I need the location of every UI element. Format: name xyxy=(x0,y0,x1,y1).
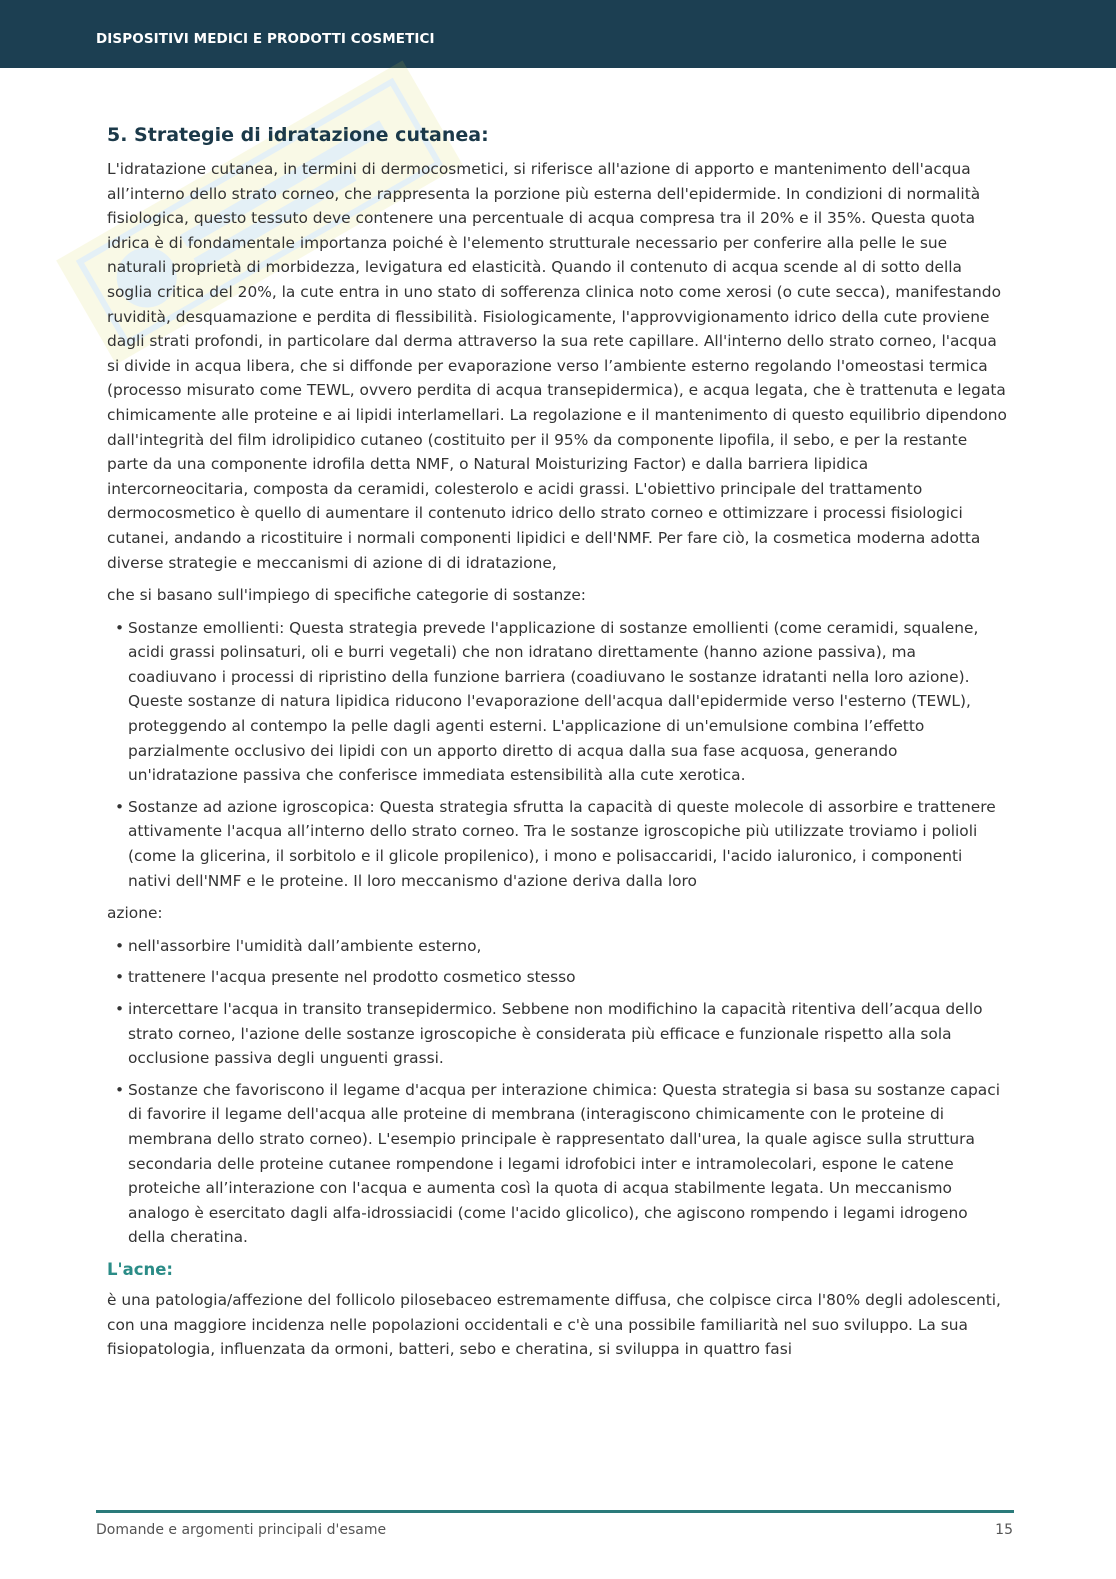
intro-paragraph: L'idratazione cutanea, in termini di dermocosmetici, si riferisce all'azione di apporto e mantenimento dell'acqua all’interno dello strato corneo, che rappresenta la porzione più esterna dell'epidermide. In condizioni di normalità fisiologica, questo tessuto deve contenere una percentuale di acqua compresa tra il 20% e il 35%. Questa quota idrica è di fondamentale importanza poiché è l'elemento strutturale necessario per conferire alla pelle le sue naturali proprietà di morbidezza, levigatura ed elasticità. Quando il contenuto di acqua scende al di sotto della soglia critica del 20%, la cute entra in uno stato di sofferenza clinica noto come xerosi (o cute secca), manifestando ruvidità, desquamazione e perdita di flessibilità. Fisiologicamente, l'approvvigionamento idrico della cute proviene dagli strati profondi, in particolare dal derma attraverso la sua rete capillare. All'interno dello strato corneo, l'acqua si divide in acqua libera, che si diffonde per evaporazione verso l’ambiente esterno regolando l'omeostasi termica (processo misurato come TEWL, ovvero perdita di acqua transepidermica), e acqua legata, che è trattenuta e legata chimicamente alle proteine e ai lipidi interlamellari. La regolazione e il mantenimento di questo equilibrio dipendono dall'integrità del film idrolipidico cutaneo (costituito per il 95% da componente lipofila, il sebo, e per la restante parte da una componente idrofila detta NMF, o Natural Moisturizing Factor) e dalla barriera lipidica intercorneocitaria, composta da ceramidi, colesterolo e acidi grassi. L'obiettivo principale del trattamento dermocosmetico è quello di aumentare il contenuto idrico dello strato corneo e ottimizzare i processi fisiologici cutanei, andando a ricostituire i normali componenti lipidici e dell'NMF. Per fare ciò, la cosmetica moderna adotta diverse strategie e meccanismi di azione di di idratazione, xyxy=(107,160,1007,572)
acne-heading: L'acne: xyxy=(107,1259,174,1279)
page-number: 15 xyxy=(995,1522,1013,1538)
list-item: • intercettare l'acqua in transito transepidermico. Sebbene non modifichino la capacità ritentiva dell’acqua dello strato corneo, l'azione delle sostanze igroscopiche è considerata più efficace e funzionale rispetto alla sola occlusione passiva degli unguenti grassi. xyxy=(107,997,1007,1071)
section-heading: 5. Strategie di idratazione cutanea: xyxy=(107,124,489,146)
list-item: • Sostanze ad azione igroscopica: Questa strategia sfrutta la capacità di queste molecole di assorbire e trattenere attivamente l'acqua all’interno dello strato corneo. Tra le sostanze igroscopiche più utilizzate troviamo i polioli (come la glicerina, il sorbitolo e il glicole propilenico), i mono e polisaccaridi, l'acido ialuronico, i componenti nativi dell'NMF e le proteine. Il loro meccanismo d'azione deriva dalla loro xyxy=(107,795,1007,893)
action-label: azione: xyxy=(107,904,163,923)
list-item: • trattenere l'acqua presente nel prodotto cosmetico stesso xyxy=(107,965,1007,990)
actions-list xyxy=(107,934,1007,1250)
strategies-list xyxy=(107,616,1007,894)
page-content xyxy=(107,122,1007,1370)
header-title: DISPOSITIVI MEDICI E PRODOTTI COSMETICI xyxy=(96,31,435,47)
list-item: • Sostanze emollienti: Questa strategia prevede l'applicazione di sostanze emollienti (come ceramidi, squalene, acidi grassi polinsaturi, oli e burri vegetali) che non idratano direttamente (hanno azione passiva), ma coadiuvano i processi di ripristino della funzione barriera (coadiuvano le sostanze idratanti nella loro azione). Queste sostanze di natura lipidica riducono l'evaporazione dell'acqua dall'epidermide verso l'esterno (TEWL), proteggendo al contempo la pelle dagli agenti esterni. L'applicazione di un'emulsione combina l’effetto parzialmente occlusivo dei lipidi con un apporto diretto di acqua dalla sua fase acquosa, generando un'idratazione passiva che conferisce immediata estensibilità alla cute xerotica. xyxy=(107,616,1007,788)
acne-paragraph: è una patologia/affezione del follicolo pilosebaceo estremamente diffusa, che colpisce circa l'80% degli adolescenti, con una maggiore incidenza nelle popolazioni occidentali e c'è una possibile familiarità nel suo sviluppo. La sua fisiopatologia, influenzata da ormoni, batteri, sebo e cheratina, si sviluppa in quattro fasi xyxy=(107,1290,1001,1359)
list-item: • Sostanze che favoriscono il legame d'acqua per interazione chimica: Questa strategia si basa su sostanze capaci di favorire il legame dell'acqua alle proteine di membrana (interagiscono chimicamente con le proteine di membrana dello strato corneo). L'esempio principale è rappresentato dall'urea, la quale agisce sulla struttura secondaria delle proteine cutanee rompendone i legami idrofobici inter e intramolecolari, espone le catene proteiche all’interazione con l'acqua e aumenta così la quota di acqua stabilmente legata. Un meccanismo analogo è esercitato dagli alfa-idrossiacidi (come l'acido glicolico), che agiscono rompendo i legami idrogeno della cheratina. xyxy=(107,1078,1007,1250)
lead-paragraph: che si basano sull'impiego di specifiche categorie di sostanze: xyxy=(107,586,586,605)
page-header xyxy=(0,0,1116,68)
list-item: • nell'assorbire l'umidità dall’ambiente esterno, xyxy=(107,934,1007,959)
footer-divider xyxy=(96,1510,1014,1513)
footer-text: Domande e argomenti principali d'esame xyxy=(96,1522,387,1538)
